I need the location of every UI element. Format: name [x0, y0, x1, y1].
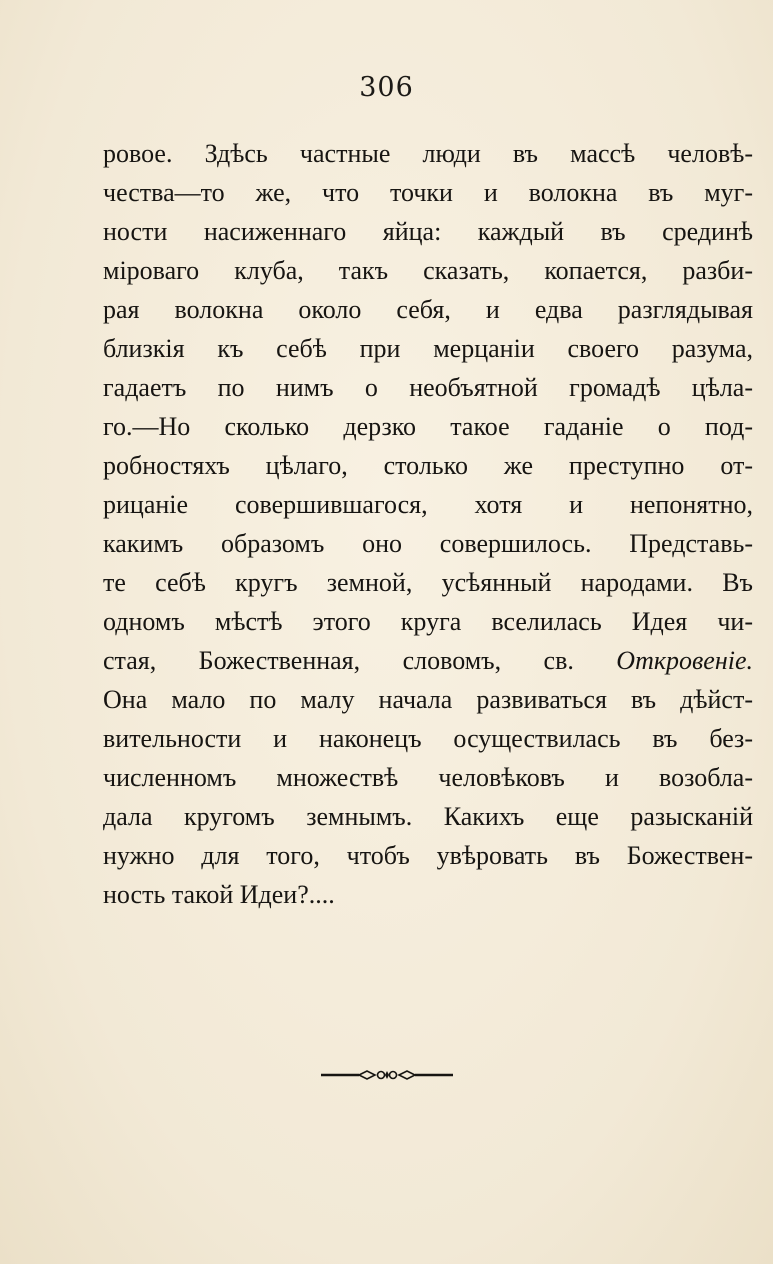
- text-line-15: Она мало по малу начала развиваться въ дѣйст-: [103, 685, 753, 714]
- text-line-10: рицаніе совершившагося, хотя и непонятно,: [103, 490, 753, 519]
- text-line-14: [103, 641, 753, 680]
- text-line-5: рая волокна около себя, и едва разглядывая: [103, 295, 753, 324]
- text-line-6: близкія къ себѣ при мерцаніи своего разума,: [103, 334, 753, 363]
- body-text: [103, 134, 753, 914]
- text-line-18: дала кругомъ земнымъ. Какихъ еще разысканій: [103, 802, 753, 831]
- text-line-11: какимъ образомъ оно совершилось. Представь-: [103, 529, 753, 558]
- text-line-19: нужно для того, чтобъ увѣровать въ Божествен-: [103, 841, 753, 870]
- tailpiece-ornament-icon: [0, 1068, 773, 1082]
- text-line-9: робностяхъ цѣлаго, столько же преступно от-: [103, 451, 753, 480]
- text-line-20: ность такой Идеи?....: [103, 880, 335, 909]
- text-line-8: го.—Но сколько дерзко такое гаданіе о под-: [103, 412, 753, 441]
- text-line-2: чества—то же, что точки и волокна въ муг-: [103, 178, 753, 207]
- text-line-12: те себѣ кругъ земной, усѣянный народами. Въ: [103, 568, 753, 597]
- text-line-13: одномъ мѣстѣ этого круга вселилась Идея чи-: [103, 607, 753, 636]
- text-line-4: міроваго клуба, такъ сказать, копается, разби-: [103, 256, 753, 285]
- text-line-7: гадаетъ по нимъ о необъятной громадѣ цѣла-: [103, 373, 753, 402]
- text-line-17: численномъ множествѣ человѣковъ и возобла-: [103, 763, 753, 792]
- page-number: 306: [359, 72, 414, 103]
- text-line-3: ности насиженнаго яйца: каждый въ срединѣ: [103, 217, 753, 246]
- text-line-1: ровое. Здѣсь частные люди въ массѣ человѣ-: [103, 139, 753, 168]
- text-line-14-roman: стая, Божественная, словомъ, св.: [103, 646, 574, 675]
- italic-word: Откровеніе.: [616, 646, 753, 675]
- text-line-16: вительности и наконецъ осуществилась въ без-: [103, 724, 753, 753]
